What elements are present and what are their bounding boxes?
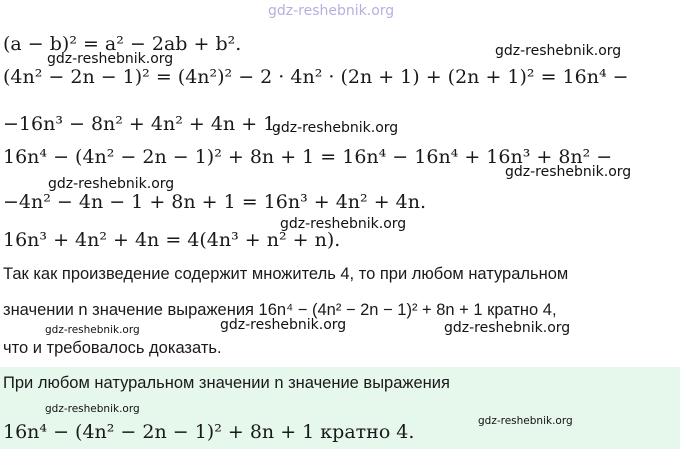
conclusion-line-2: значении n значение выражения 16n⁴ − (4n² − 2n − 1)² + 8n + 1 кратно 4, (3, 301, 557, 319)
watermark: gdz-reshebnik.org (505, 164, 632, 180)
conclusion-line-3: что и требовалось доказать. (3, 339, 222, 357)
watermark: gdz-reshebnik.org (220, 317, 347, 333)
expansion-line-1: (4n² − 2n − 1)² = (4n²)² − 2 · 4n² · (2n + 1) + (2n + 1)² = 16n⁴ − (3, 66, 629, 88)
factorization-line: 16n³ + 4n² + 4n = 4(4n³ + n² + n). (3, 229, 341, 251)
expansion-line-2: −16n³ − 8n² + 4n² + 4n + 1. (3, 113, 282, 135)
conclusion-line-1: Так как произведение содержит множитель 4, то при любом натуральном (3, 265, 569, 283)
expression-line-2: −4n² − 4n − 1 + 8n + 1 = 16n³ + 4n² + 4n. (3, 191, 427, 213)
watermark-top: gdz-reshebnik.org (268, 3, 395, 19)
answer-line-2: 16n⁴ − (4n² − 2n − 1)² + 8n + 1 кратно 4. (3, 421, 415, 443)
watermark: gdz-reshebnik.org (45, 324, 140, 336)
watermark: gdz-reshebnik.org (495, 43, 622, 59)
watermark: gdz-reshebnik.org (478, 415, 573, 427)
answer-line-1: При любом натуральном значении n значение выражения (3, 374, 450, 392)
watermark: gdz-reshebnik.org (272, 120, 399, 136)
answer-box (0, 367, 680, 449)
watermark: gdz-reshebnik.org (280, 216, 407, 232)
identity-formula: (a − b)² = a² − 2ab + b². (3, 33, 242, 55)
watermark: gdz-reshebnik.org (444, 320, 571, 336)
watermark: gdz-reshebnik.org (47, 51, 174, 67)
watermark: gdz-reshebnik.org (48, 176, 175, 192)
watermark: gdz-reshebnik.org (45, 403, 140, 415)
expression-line-1: 16n⁴ − (4n² − 2n − 1)² + 8n + 1 = 16n⁴ − 16n⁴ + 16n³ + 8n² − (3, 146, 613, 168)
